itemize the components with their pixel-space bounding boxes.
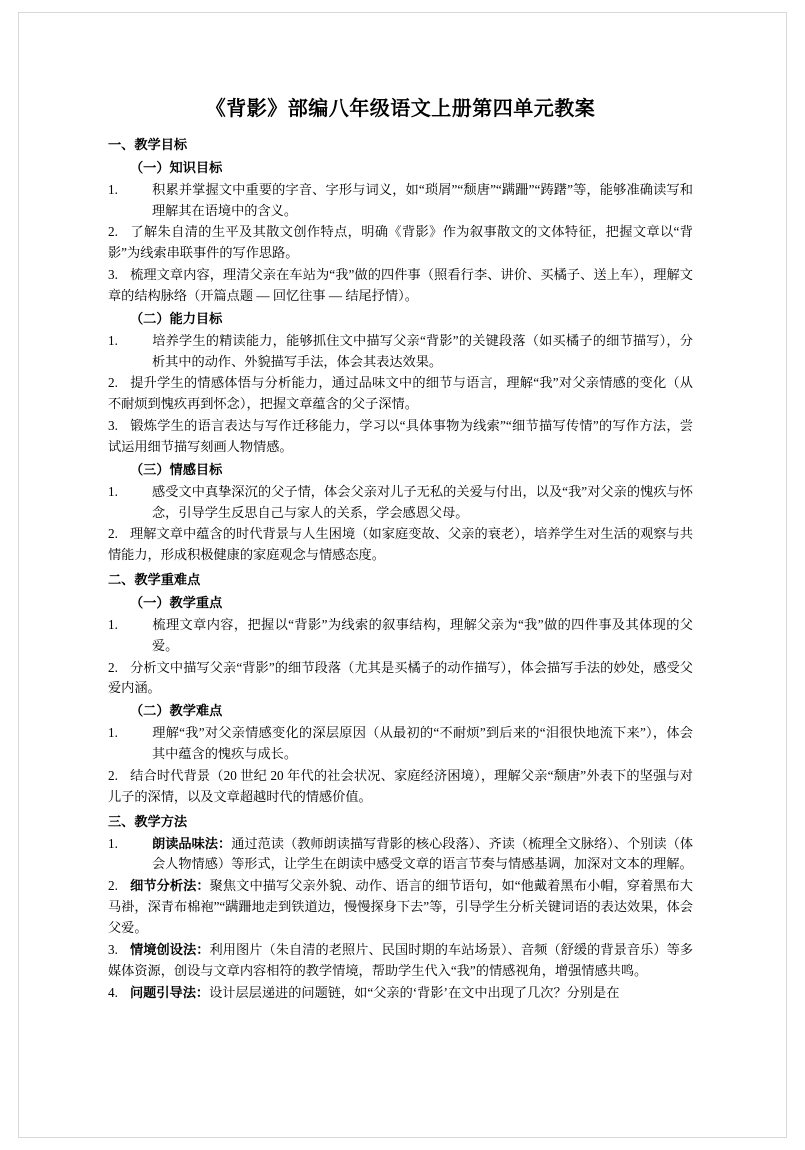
page-title: 《背影》部编八年级语文上册第四单元教案: [205, 98, 596, 120]
list-item: [108, 180, 693, 222]
list-item: [108, 615, 693, 657]
list-item-number: 1.: [108, 332, 118, 348]
list-item-number: 2.: [108, 375, 118, 391]
section-heading: 二、教学重难点: [108, 572, 201, 588]
subsection-heading: （二）能力目标: [130, 310, 223, 326]
subsection-heading: （二）教学难点: [130, 703, 223, 719]
list-item-number: 2.: [108, 878, 118, 894]
list-item-text: 梳理文章内容，理清父亲在车站为“我”做的四件事（照看行李、讲价、买橘子、送上车），理解文章的结构脉络（开篇点题 — 回忆往事 — 结尾抒情）。: [108, 267, 693, 304]
list-item-text: 梳理文章内容，把握以“背影”为线索的叙事结构，理解父亲为“我”做的四件事及其体现的父爱。: [152, 616, 693, 653]
list-item-text: 提升学生的情感体悟与分析能力，通过品味文中的细节与语言，理解“我”对父亲情感的变化（从不耐烦到愧疚再到怀念），把握文章蕴含的父子深情。: [108, 375, 693, 412]
list-item: [108, 416, 693, 458]
document-blocks: [108, 135, 693, 1003]
list-item: [108, 983, 693, 1004]
list-item-number: 1.: [108, 835, 118, 851]
document-body: [108, 95, 693, 1004]
list-item: [108, 524, 693, 566]
list-item: [108, 766, 693, 808]
subsection-heading: （三）情感目标: [130, 461, 223, 477]
list-item-text: 理解文章中蕴含的时代背景与人生困境（如家庭变故、父亲的衰老），培养学生对生活的观察与共情能力，形成积极健康的家庭观念与情感态度。: [108, 526, 693, 563]
list-item: [108, 876, 693, 939]
section-heading: 一、教学目标: [108, 137, 188, 152]
list-item-text: 感受文中真挚深沉的父子情，体会父亲对儿子无私的关爱与付出，以及“我”对父亲的愧疚与怀念，引导学生反思自己与家人的关系，学会感恩父母。: [152, 483, 693, 520]
list-item-number: 2.: [108, 526, 118, 542]
list-item-text: 理解“我”对父亲情感变化的深层原因（从最初的“不耐烦”到后来的“泪很快地流下来”），体会其中蕴含的愧疚与成长。: [152, 725, 693, 762]
list-item: [108, 723, 693, 765]
list-item-lead: 细节分析法：: [130, 878, 210, 894]
list-item: [108, 834, 693, 876]
list-item-number: 3.: [108, 418, 118, 434]
list-item-text: 结合时代背景（20 世纪 20 年代的社会状况、家庭经济困境），理解父亲“颓唐”外表下的坚强与对儿子的深情，以及文章超越时代的情感价值。: [108, 767, 693, 804]
list-item-lead: 问题引导法：: [130, 984, 210, 1000]
list-item-number: 2.: [108, 659, 118, 675]
list-item-text: 了解朱自清的生平及其散文创作特点，明确《背影》作为叙事散文的文体特征，把握文章以“背影”为线索串联事件的写作思路。: [108, 224, 693, 261]
list-item-text: 通过范读（教师朗读描写背影的核心段落）、齐读（梳理全文脉络）、个别读（体会人物情感）等形式，让学生在朗读中感受文章的语言节奏与情感基调，加深对文本的理解。: [152, 835, 694, 872]
list-item-number: 4.: [108, 984, 118, 1000]
list-item-text: 设计层层递进的问题链，如“父亲的‘背影’在文中出现了几次？分别是在: [209, 984, 620, 1000]
list-item: [108, 265, 693, 307]
list-item-number: 3.: [108, 267, 118, 283]
list-item: [108, 331, 693, 373]
list-item-number: 1.: [108, 181, 118, 197]
list-item-number: 2.: [108, 224, 118, 240]
list-item-lead: 朗读品味法：: [152, 835, 232, 851]
list-item-number: 1.: [108, 483, 118, 499]
list-item-text: 积累并掌握文中重要的字音、字形与词义，如“琐屑”“颓唐”“蹒跚”“踌躇”等，能够准确读写和理解其在语境中的含义。: [152, 181, 693, 218]
list-item-text: 分析文中描写父亲“背影”的细节段落（尤其是买橘子的动作描写），体会描写手法的妙处，感受父爱内涵。: [108, 659, 693, 696]
list-item: [108, 482, 693, 524]
list-item: [108, 940, 693, 982]
list-item-lead: 情境创设法：: [130, 941, 210, 957]
list-item-number: 3.: [108, 941, 118, 957]
list-item-text: 锻炼学生的语言表达与写作迁移能力，学习以“具体事物为线索”“细节描写传情”的写作方法，尝试运用细节描写刻画人物情感。: [108, 418, 693, 455]
subsection-heading: （一）教学重点: [130, 595, 223, 611]
list-item: [108, 658, 693, 700]
list-item-text: 利用图片（朱自清的老照片、民国时期的车站场景）、音频（舒缓的背景音乐）等多媒体资源，创设与文章内容相符的教学情境，帮助学生代入“我”的情感视角，增强情感共鸣。: [108, 941, 694, 978]
list-item-number: 1.: [108, 725, 118, 741]
list-item-text: 聚焦文中描写父亲外貌、动作、语言的细节语句，如“他戴着黑布小帽，穿着黑布大马褂，深青布棉袍”“蹒跚地走到铁道边，慢慢探身下去”等，引导学生分析关键词语的表达效果，体会父爱。: [108, 878, 693, 935]
list-item: [108, 222, 693, 264]
list-item: [108, 373, 693, 415]
list-item-number: 2.: [108, 767, 118, 783]
section-heading: 三、教学方法: [108, 813, 188, 829]
list-item-number: 1.: [108, 616, 118, 632]
list-item-text: 培养学生的精读能力，能够抓住文中描写父亲“背影”的关键段落（如买橘子的细节描写），分析其中的动作、外貌描写手法，体会其表达效果。: [152, 332, 693, 369]
subsection-heading: （一）知识目标: [130, 159, 223, 175]
